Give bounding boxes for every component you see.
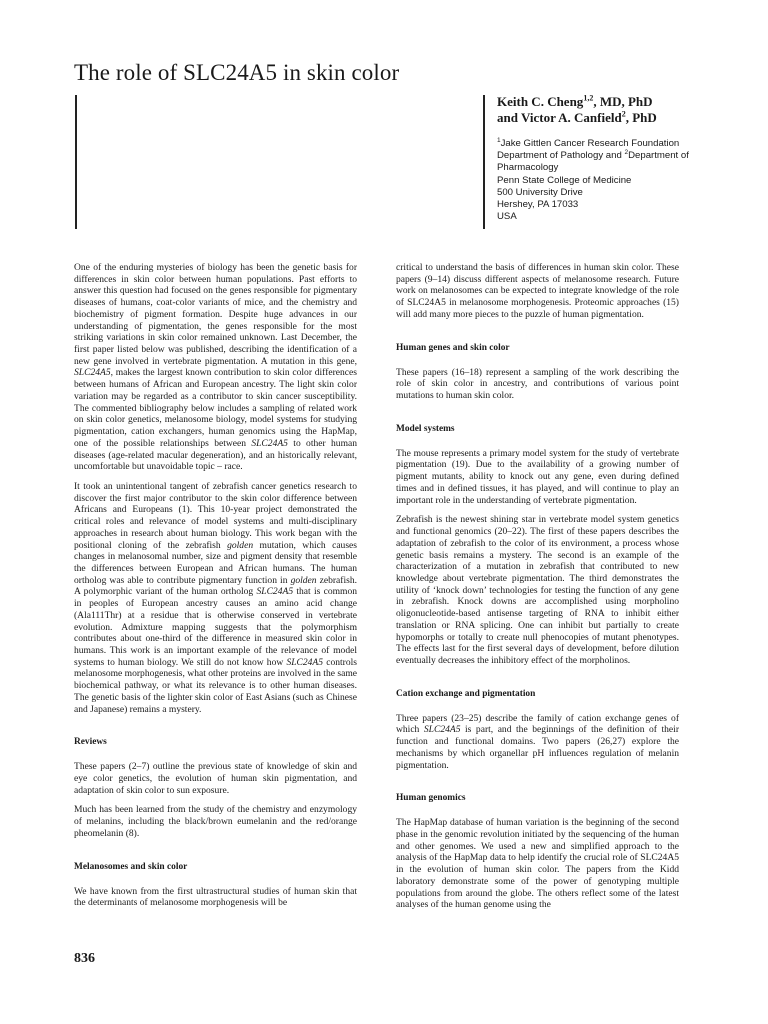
- melanosomes-paragraph: We have known from the first ultrastructural studies of human skin that the determinants of melanosome morphogenesis will be: [74, 885, 357, 909]
- affiliation-block: [497, 138, 747, 223]
- affiliation-line-3: Pharmacology: [497, 162, 559, 174]
- human-genomics-paragraph: The HapMap database of human variation is the beginning of the second phase in the genomic revolution initiated by the sequencing of the human and other genomes. We used a new and simplified approach to the analysis of the HapMap data to help identify the crucial role of SLC24A5 in the evolution of human skin color. The papers from the Kidd laboratory demonstrate some of the power of genotyping multiple populations from around the globe. The others reflect some of the latest analyses of the human genome using the: [396, 817, 679, 911]
- melanosomes-paragraph-continued: critical to understand the basis of differences in human skin color. These papers (9–14) discuss different aspects of melanosome research. Future work on melanosomes can be expected to integrate knowledge of the role of SLC24A5 in melanosome morphogenesis. Proteomic approaches (15) will add many more pieces to the puzzle of human pigmentation.: [396, 262, 679, 320]
- text-run: zebrafish. A polymorphic variant of the human ortholog: [74, 574, 357, 598]
- model-systems-paragraph-1: The mouse represents a primary model system for the study of vertebrate pigmentation (19). Due to the availability of a growing number of pigment mutants, ability to knock out any gene, even during defined times and in defined tissues, it has played, and will continue to play an important role in the understanding of vertebrate pigmentation.: [396, 447, 679, 506]
- affiliation-line-7: USA: [497, 211, 517, 223]
- gene-name: SLC24A5: [256, 586, 294, 598]
- gene-name: SLC24A5: [74, 367, 111, 379]
- right-vertical-rule: [483, 95, 485, 229]
- affiliation-line-1: [497, 138, 747, 150]
- cation-exchange-paragraph: [396, 713, 679, 772]
- section-heading-reviews: Reviews: [74, 737, 107, 748]
- author-2-affil-sup: 2: [621, 109, 626, 119]
- section-heading-model-systems: Model systems: [396, 423, 455, 434]
- section-heading-melanosomes: Melanosomes and skin color: [74, 861, 188, 872]
- text-run: that is common in peoples of European ancestry causes an amino acid change (Ala111Thr) at a residue that is otherwise conserved in vertebrate evolution. Admixture mapping suggests that the polymorphism contributes about one-third of the difference in measured skin color in humans. This work is an important example of the relevance of model systems to human biology. We still do not know how: [74, 586, 357, 668]
- section-heading-human-genomics: Human genomics: [396, 793, 466, 804]
- affil-sup-1: 1: [497, 136, 501, 144]
- text-run: is part, and the beginnings of the definition of their function and functional domains. Two papers (26,27) explore the mechanisms by which organellar pH influences regulation of melanin pigmentation.: [396, 724, 679, 771]
- gene-name: SLC24A5: [286, 656, 324, 668]
- gene-name: SLC24A5: [423, 724, 461, 736]
- model-systems-paragraph-2: Zebrafish is the newest shining star in vertebrate model system genetics and functional genomics (20–22). The first of these papers describes the adaptation of zebrafish to the color of its environment, a process whose genetic basis remains a mystery. The second is an example of the characterization of a mutation in zebrafish that contributed to new knowledge about vertebrate pigmentation. The third demonstrates the utility of ‘knock down’ technologies for testing the function of any gene in zebrafish. Knock downs are accomplished using morpholino oligonucleotide-based antisense targeting of RNA to inhibit either translation or RNA splicing. One can inhibit but partially to create hypomorphs or totally to create null phenocopies of mutant phenotypes. The effects last for the first several days of development, before dilution eventually decreases the inhibitory effect of the morpholinos.: [396, 514, 679, 666]
- text-run: , makes the largest known contribution to skin color differences between humans of African and European ancestry. The light skin color variation may be regarded as a contributor to skin cancer susceptibility. The commented bibliography below includes a sampling of related work on skin color genetics, melanosome biology, model systems for studying pigmentation, cation exchangers, human genomics using the HapMap, one of the possible relationships between: [74, 367, 357, 449]
- text-run: to other human diseases (age-related macular degeneration), and an historically relevant, uncomfortable but unavoidable topic – race.: [74, 437, 358, 473]
- affiliation-line-5: 500 University Drive: [497, 186, 583, 198]
- affil-text-1: Jake Gittlen Cancer Research Foundation: [500, 138, 680, 149]
- affil-text-2a: Department of Pathology and: [497, 150, 625, 162]
- intro-paragraph-1: [74, 262, 357, 473]
- mutant-name: golden: [290, 574, 317, 586]
- reviews-paragraph-2: Much has been learned from the study of the chemistry and enzymology of melanins, including the black/brown eumelanin and the red/orange pheomelanin (8).: [74, 804, 357, 839]
- page-number: 836: [74, 951, 95, 966]
- human-genes-paragraph: These papers (16–18) represent a sampling of the work describing the role of skin color in ancestry, and contributions of various point mutations to human skin color.: [396, 366, 679, 402]
- text-run: One of the enduring mysteries of biology has been the genetic basis for differences in skin color between human populations. Past efforts to answer this question had focused on the genes responsible for pigmentary diseases of humans, coat-color variants of mice, and the chemistry and biochemistry of pigment formation. Despite huge advances in our understanding of pigmentation, the genes responsible for the most striking variations in skin color remained unknown. Last December, the first paper listed below was published, describing the identification of a new gene involved in vertebrate pigmentation. A mutation in this gene,: [74, 262, 357, 367]
- section-heading-human-genes: Human genes and skin color: [396, 342, 510, 353]
- affil-sup-2: 2: [624, 149, 629, 157]
- affiliation-line-2: [497, 150, 747, 162]
- text-run: mutation, which causes changes in melanosomal number, size and pigment density that resemble the differences between European and African humans. The human ortholog was able to contribute pigmentary function in: [74, 539, 357, 586]
- left-column: [74, 262, 357, 917]
- author-line-2: [497, 110, 737, 126]
- affiliation-line-6: Hershey, PA 17033: [497, 199, 579, 211]
- left-vertical-rule: [75, 95, 77, 229]
- author-2-degree: , PhD: [625, 110, 657, 125]
- gene-name: SLC24A5: [251, 437, 288, 449]
- right-column: [396, 262, 679, 919]
- text-run: controls melanosome morphogenesis, what other proteins are involved in the same biochemical pathway, or what its relevance is to other human diseases. The genetic basis of the lighter skin color of East Asians (such as Chinese and Japanese) remains a mystery.: [74, 656, 357, 715]
- mutant-name: golden: [227, 539, 254, 551]
- text-run: It took an unintentional tangent of zebrafish cancer genetics research to discover the first major contributor to the skin color difference between Africans and Europeans (1). This 10-year project demonstrated the critical roles and relevance of model systems and multi-disciplinary approaches in research about human biology. This work began with the positional cloning of the zebrafish: [74, 480, 357, 551]
- author-1-affil-sup: 1,2: [583, 93, 594, 103]
- affiliation-line-4: Penn State College of Medicine: [497, 174, 632, 186]
- author-1-degree: , MD, PhD: [593, 94, 653, 109]
- intro-paragraph-2: [74, 481, 357, 715]
- author-2-name: and Victor A. Canfield: [497, 110, 622, 125]
- affil-text-2b: Department of: [628, 150, 689, 162]
- section-heading-cation-exchange: Cation exchange and pigmentation: [396, 688, 536, 699]
- author-1-name: Keith C. Cheng: [497, 94, 584, 109]
- author-line-1: [497, 94, 737, 110]
- text-run: Three papers (23–25) describe the family of cation exchange genes of which: [396, 712, 679, 736]
- reviews-paragraph-1: These papers (2–7) outline the previous state of knowledge of skin and eye color genetics, the evolution of human skin pigmentation, and adaptation of skin color to sun exposure.: [74, 761, 357, 796]
- author-block: [497, 94, 737, 126]
- article-title: The role of SLC24A5 in skin color: [74, 60, 400, 85]
